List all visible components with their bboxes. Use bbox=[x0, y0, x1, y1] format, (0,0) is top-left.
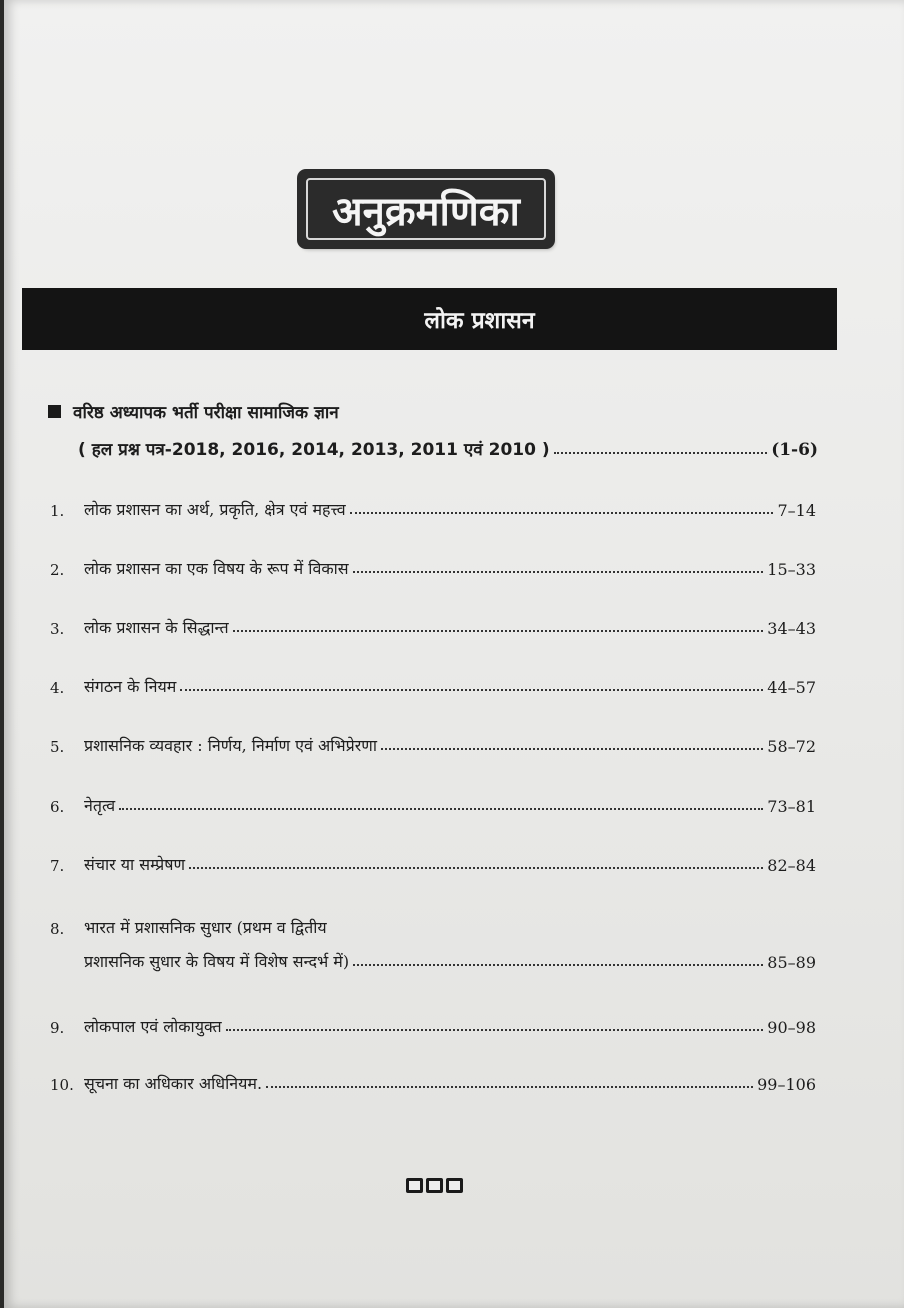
dot-leader bbox=[350, 512, 774, 514]
intro-title: वरिष्ठ अध्यापक भर्ती परीक्षा सामाजिक ज्ञान bbox=[73, 402, 339, 423]
toc-number: 8. bbox=[50, 920, 65, 938]
intro-pages: (1-6) bbox=[771, 440, 818, 460]
dot-leader bbox=[189, 867, 763, 869]
toc-title: लोक प्रशासन का अर्थ, प्रकृति, क्षेत्र एवं महत्त्व bbox=[84, 500, 346, 519]
toc-pages: 7–14 bbox=[777, 501, 816, 520]
dot-leader bbox=[226, 1029, 764, 1031]
toc-number: 7. bbox=[50, 857, 65, 875]
contents-heading: अनुक्रमणिका bbox=[306, 178, 546, 240]
contents-heading-box bbox=[300, 172, 552, 246]
toc-number: 6. bbox=[50, 798, 65, 816]
toc-item-7 bbox=[50, 849, 816, 875]
toc-item-9 bbox=[50, 1011, 816, 1037]
toc-item-8 bbox=[50, 912, 816, 972]
book-page bbox=[4, 0, 904, 1308]
toc-number: 9. bbox=[50, 1019, 65, 1037]
intro-subtitle: ( हल प्रश्न पत्र-2018, 2016, 2014, 2013, 2011 एवं 2010 ) bbox=[78, 440, 550, 460]
toc-pages: 85–89 bbox=[767, 953, 816, 972]
toc-item-4 bbox=[50, 671, 816, 697]
toc-title: नेतृत्व bbox=[84, 796, 116, 815]
toc-item-6 bbox=[50, 790, 816, 816]
dot-leader bbox=[353, 571, 764, 573]
toc-pages: 73–81 bbox=[767, 797, 816, 816]
toc-item-10 bbox=[50, 1068, 816, 1094]
toc-number: 5. bbox=[50, 738, 65, 756]
toc-number: 1. bbox=[50, 502, 65, 520]
toc-pages: 99–106 bbox=[757, 1075, 816, 1094]
toc-number: 2. bbox=[50, 561, 65, 579]
dot-leader bbox=[266, 1086, 753, 1088]
toc-pages: 90–98 bbox=[767, 1018, 816, 1037]
toc-pages: 82–84 bbox=[767, 856, 816, 875]
toc-title: लोकपाल एवं लोकायुक्त bbox=[84, 1017, 222, 1036]
toc-title: भारत में प्रशासनिक सुधार (प्रथम व द्वितीय bbox=[84, 918, 327, 937]
dot-leader bbox=[180, 689, 763, 691]
toc-pages: 34–43 bbox=[767, 619, 816, 638]
dot-leader bbox=[233, 630, 764, 632]
square-bullet-icon bbox=[48, 405, 61, 418]
dot-leader bbox=[554, 452, 768, 454]
section-title: लोक प्रशासन bbox=[424, 308, 535, 334]
toc-title: लोक प्रशासन का एक विषय के रूप में विकास bbox=[84, 559, 349, 578]
toc-title: लोक प्रशासन के सिद्धान्त bbox=[84, 618, 229, 637]
dot-leader bbox=[381, 748, 763, 750]
toc-number: 4. bbox=[50, 679, 65, 697]
toc-title-continued: प्रशासनिक सुधार के विषय में विशेष सन्दर्भ में) bbox=[84, 952, 350, 971]
toc-title: सूचना का अधिकार अधिनियम. bbox=[84, 1074, 263, 1093]
box-glyph-icon bbox=[406, 1178, 423, 1193]
toc-item-3 bbox=[50, 612, 816, 638]
section-banner bbox=[22, 288, 837, 350]
dot-leader bbox=[353, 964, 763, 966]
toc-item-2 bbox=[50, 553, 816, 579]
toc-item-1 bbox=[50, 494, 816, 520]
dot-leader bbox=[119, 808, 763, 810]
box-glyph-icon bbox=[426, 1178, 443, 1193]
end-of-section-mark bbox=[406, 1178, 463, 1193]
toc-pages: 58–72 bbox=[767, 737, 816, 756]
toc-number: 3. bbox=[50, 620, 65, 638]
toc-number: 10. bbox=[50, 1076, 74, 1094]
box-glyph-icon bbox=[446, 1178, 463, 1193]
intro-entry bbox=[48, 398, 818, 460]
toc-title: प्रशासनिक व्यवहार : निर्णय, निर्माण एवं अभिप्रेरणा bbox=[84, 736, 377, 755]
toc-item-5 bbox=[50, 730, 816, 756]
toc-title: संगठन के नियम bbox=[84, 677, 177, 696]
toc-pages: 15–33 bbox=[767, 560, 816, 579]
toc-pages: 44–57 bbox=[767, 678, 816, 697]
toc-title: संचार या सम्प्रेषण bbox=[84, 855, 186, 874]
